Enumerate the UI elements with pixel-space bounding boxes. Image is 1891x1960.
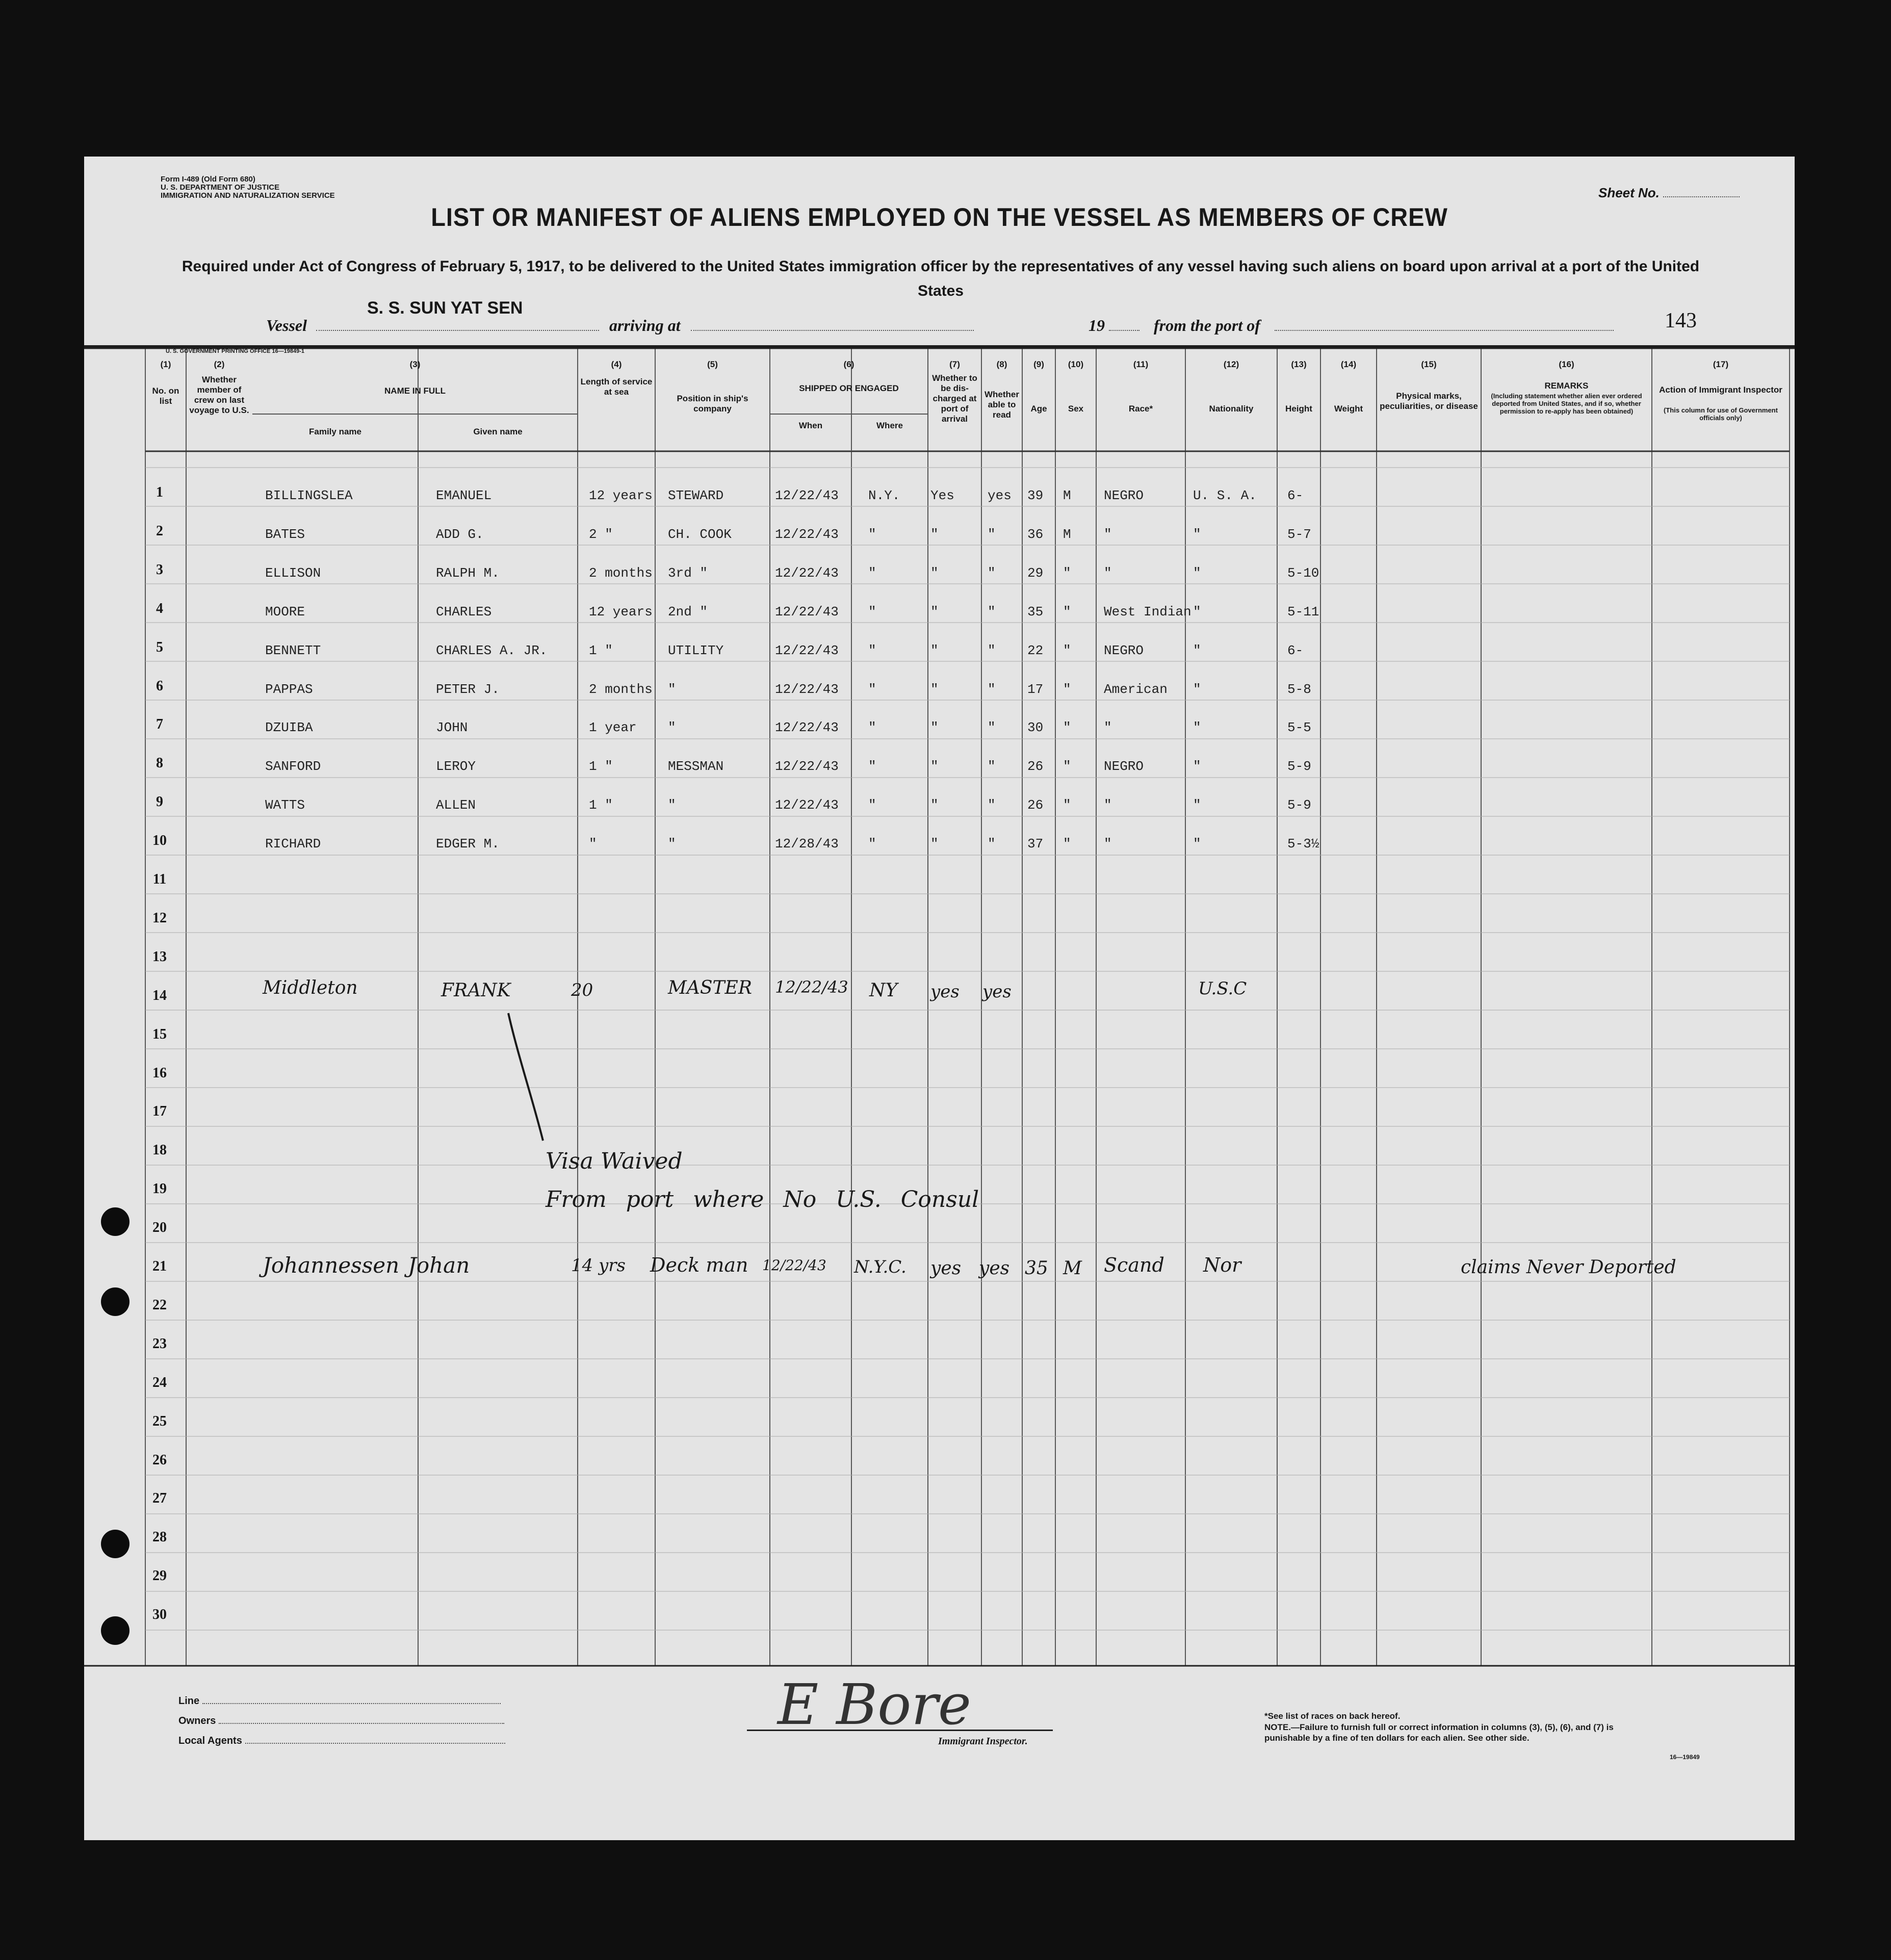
- cell-read: ": [988, 720, 996, 736]
- column-label-17: Action of Immigrant Inspector: [1659, 385, 1782, 395]
- cell-height: 5-10: [1287, 565, 1319, 581]
- hand-when-row11: 12/22/43: [775, 977, 848, 997]
- hand-sex-row18: M: [1063, 1258, 1082, 1279]
- column-number-5: (5): [707, 359, 718, 369]
- row-number: 26: [152, 1452, 167, 1468]
- inspector-signature: E Bore: [778, 1672, 972, 1737]
- column-label-2: Whether member of crew on last voyage to U.S.: [189, 375, 249, 415]
- column-label-7: Whether to be dis-charged at port of arrival: [932, 373, 977, 424]
- row-number: 4: [156, 600, 163, 616]
- column-label-13: Height: [1285, 404, 1312, 414]
- printing-office-line: U. S. GOVERNMENT PRINTING OFFICE 16—19849-1: [166, 348, 305, 354]
- punch-hole: [101, 1207, 129, 1236]
- cell-read: ": [988, 642, 996, 658]
- hand-race-row18: Scand: [1104, 1254, 1164, 1276]
- service-name: IMMIGRATION AND NATURALIZATION SERVICE: [161, 191, 335, 200]
- fine-note: NOTE.—Failure to furnish full or correct information in columns (3), (5), (6), and (7) is punishable by a fine of ten dollars for each alien. See other side.: [1264, 1722, 1614, 1743]
- cell-discharged: ": [930, 604, 939, 620]
- row-number: 29: [152, 1568, 167, 1584]
- cell-race: NEGRO: [1104, 759, 1144, 775]
- column-number-3: (3): [409, 359, 421, 369]
- cell-race: ": [1104, 797, 1112, 813]
- cell-family: BILLINGSLEA: [265, 488, 353, 503]
- cell-discharged: ": [930, 565, 939, 581]
- row-number: 27: [152, 1490, 167, 1507]
- cell-given: ADD G.: [436, 526, 484, 542]
- cell-age: 17: [1027, 681, 1044, 697]
- cell-service: 1 ": [589, 642, 613, 658]
- owners-label: [178, 1715, 504, 1727]
- column-number-12: (12): [1223, 359, 1239, 369]
- manifest-document: [84, 157, 1795, 1840]
- row-number: 30: [152, 1607, 167, 1623]
- cell-sex: M: [1063, 526, 1071, 542]
- cell-given: PETER J.: [436, 681, 500, 697]
- column-label-6: SHIPPED OR ENGAGED: [799, 383, 899, 393]
- cell-read: ": [988, 681, 996, 697]
- cell-where: ": [868, 759, 876, 775]
- column-label-8: Whether able to read: [985, 390, 1019, 420]
- cell-race: West Indian: [1104, 604, 1191, 620]
- hand-nationality-row11: U.S.C: [1198, 978, 1247, 999]
- row-number: 20: [152, 1220, 167, 1236]
- column-number-8: (8): [996, 359, 1007, 369]
- row-number: 12: [152, 910, 167, 926]
- cell-race: ": [1104, 526, 1112, 542]
- row-number: 28: [152, 1529, 167, 1545]
- cell-age: 30: [1027, 720, 1044, 736]
- sheet-no-text: Sheet No.: [1598, 185, 1660, 200]
- cell-age: 39: [1027, 488, 1044, 503]
- subheader-where: Where: [876, 421, 903, 430]
- cell-service: 12 years: [589, 488, 653, 503]
- cell-service: ": [589, 836, 597, 852]
- owners-label-text: Owners: [178, 1715, 216, 1726]
- cell-position: UTILITY: [668, 642, 724, 658]
- cell-when: 12/22/43: [775, 488, 839, 503]
- row-number: 13: [152, 948, 167, 965]
- cell-when: 12/22/43: [775, 526, 839, 542]
- row-number: 14: [152, 987, 167, 1003]
- cell-family: SANFORD: [265, 759, 321, 775]
- hand-service-row18: 14 yrs: [571, 1255, 626, 1276]
- cell-nationality: ": [1193, 604, 1201, 620]
- cell-family: WATTS: [265, 797, 305, 813]
- cell-position: MESSMAN: [668, 759, 724, 775]
- hand-read-row11: yes: [982, 982, 1012, 1002]
- hand-nationality-row18: Nor: [1203, 1254, 1241, 1276]
- cell-where: ": [868, 565, 876, 581]
- cell-given: EDGER M.: [436, 836, 500, 852]
- cell-nationality: ": [1193, 526, 1201, 542]
- line-label: [178, 1695, 501, 1707]
- column-number-1: (1): [160, 359, 171, 369]
- hand-where-row18: N.Y.C.: [854, 1257, 906, 1277]
- column-label-10: Sex: [1068, 404, 1084, 414]
- row-number: 17: [152, 1103, 167, 1120]
- local-agents-label: [178, 1735, 505, 1747]
- from-port-label: from the port of: [1154, 316, 1260, 334]
- cell-discharged: ": [930, 759, 939, 775]
- cell-race: ": [1104, 565, 1112, 581]
- hand-when-row18: 12/22/43: [762, 1257, 826, 1274]
- column-label-3: NAME IN FULL: [384, 386, 446, 396]
- cell-position: ": [668, 836, 676, 852]
- column-label-14: Weight: [1334, 404, 1363, 414]
- cell-given: RALPH M.: [436, 565, 500, 581]
- column-number-4: (4): [611, 359, 622, 369]
- cell-height: 5-7: [1287, 526, 1311, 542]
- row-number: 21: [152, 1258, 167, 1274]
- cell-race: ": [1104, 836, 1112, 852]
- cell-given: CHARLES A. JR.: [436, 642, 548, 658]
- subheader-action-note: (This column for use of Government officials only): [1664, 406, 1778, 422]
- hand-read-row18: yes: [979, 1258, 1010, 1279]
- cell-when: 12/22/43: [775, 759, 839, 775]
- cell-height: 5-9: [1287, 797, 1311, 813]
- cell-when: 12/22/43: [775, 642, 839, 658]
- cell-family: RICHARD: [265, 836, 321, 852]
- row-number: 3: [156, 561, 163, 578]
- cell-service: 1 ": [589, 759, 613, 775]
- cell-where: ": [868, 681, 876, 697]
- column-label-11: Race*: [1128, 404, 1153, 414]
- cell-where: ": [868, 720, 876, 736]
- cell-service: 2 months: [589, 565, 653, 581]
- row-number: 22: [152, 1297, 167, 1313]
- cell-read: ": [988, 526, 996, 542]
- cell-sex: ": [1063, 565, 1071, 581]
- cell-read: yes: [988, 488, 1012, 503]
- cell-given: EMANUEL: [436, 488, 492, 503]
- cell-service: 1 ": [589, 797, 613, 813]
- cell-where: ": [868, 797, 876, 813]
- cell-nationality: ": [1193, 681, 1201, 697]
- visa-note-line1: Visa Waived: [546, 1148, 683, 1174]
- hand-given-row18: Johan: [408, 1253, 470, 1278]
- subheader-when: When: [798, 421, 823, 430]
- race-footnote: *See list of races on back hereof.: [1264, 1711, 1401, 1721]
- column-number-2: (2): [214, 359, 225, 369]
- subheader-remarks-note: (Including statement whether alien ever ordered deported from United States, and if so, whether permission to re-apply has been obtained): [1491, 392, 1642, 415]
- cell-height: 5-5: [1287, 720, 1311, 736]
- cell-nationality: ": [1193, 836, 1201, 852]
- cell-position: ": [668, 720, 676, 736]
- immigrant-inspector-label: Immigrant Inspector.: [938, 1736, 1028, 1747]
- cell-position: ": [668, 681, 676, 697]
- cell-position: STEWARD: [668, 488, 724, 503]
- cell-position: CH. COOK: [668, 526, 732, 542]
- column-label-12: Nationality: [1209, 404, 1254, 414]
- row-number: 15: [152, 1026, 167, 1042]
- cell-race: ": [1104, 720, 1112, 736]
- row-number: 1: [156, 484, 163, 500]
- cell-when: 12/22/43: [775, 681, 839, 697]
- cell-height: 6-: [1287, 488, 1304, 503]
- cell-height: 5-3½: [1287, 836, 1319, 852]
- cell-age: 37: [1027, 836, 1044, 852]
- subheader-given-name: Given name: [473, 427, 523, 436]
- cell-family: ELLISON: [265, 565, 321, 581]
- cell-read: ": [988, 604, 996, 620]
- row-number: 11: [152, 871, 167, 887]
- cell-age: 26: [1027, 759, 1044, 775]
- cell-discharged: ": [930, 720, 939, 736]
- column-label-1: No. on list: [152, 386, 179, 406]
- row-number: 6: [156, 678, 163, 694]
- row-number: 2: [156, 523, 163, 539]
- cell-sex: ": [1063, 604, 1071, 620]
- hand-family-row18: Johannessen: [263, 1253, 400, 1278]
- column-label-5: Position in ship's company: [677, 394, 748, 414]
- hand-discharged-row11: yes: [930, 982, 960, 1002]
- row-number: 9: [156, 794, 163, 810]
- hand-service-row11: 20: [571, 980, 593, 1000]
- cell-when: 12/22/43: [775, 720, 839, 736]
- handwritten-pointer-line: [84, 157, 1795, 1840]
- row-number: 16: [152, 1065, 167, 1081]
- cell-position: 3rd ": [668, 565, 708, 581]
- form-number: Form I-489 (Old Form 680): [161, 175, 255, 184]
- cell-read: ": [988, 836, 996, 852]
- row-number: 19: [152, 1181, 167, 1197]
- column-label-15: Physical marks, peculiarities, or disease: [1380, 391, 1478, 411]
- hand-age-row18: 35: [1025, 1258, 1048, 1279]
- local-agents-label-text: Local Agents: [178, 1735, 242, 1746]
- cell-age: 36: [1027, 526, 1044, 542]
- cell-age: 29: [1027, 565, 1044, 581]
- cell-given: CHARLES: [436, 604, 492, 620]
- column-number-9: (9): [1033, 359, 1044, 369]
- cell-height: 5-8: [1287, 681, 1311, 697]
- hand-family-row11: Middleton: [263, 977, 358, 998]
- punch-hole: [101, 1616, 129, 1645]
- cell-discharged: ": [930, 797, 939, 813]
- visa-note-line2: From port where No U.S. Consul: [546, 1187, 979, 1213]
- hand-position-row18: Deck man: [650, 1254, 748, 1276]
- cell-nationality: ": [1193, 642, 1201, 658]
- cell-family: MOORE: [265, 604, 305, 620]
- cell-where: ": [868, 604, 876, 620]
- cell-age: 26: [1027, 797, 1044, 813]
- cell-family: BATES: [265, 526, 305, 542]
- column-number-10: (10): [1068, 359, 1084, 369]
- cell-age: 35: [1027, 604, 1044, 620]
- cell-when: 12/22/43: [775, 565, 839, 581]
- cell-position: ": [668, 797, 676, 813]
- cell-service: 2 ": [589, 526, 613, 542]
- form-code: 16—19849: [1670, 1753, 1700, 1761]
- column-number-13: (13): [1291, 359, 1307, 369]
- cell-when: 12/22/43: [775, 797, 839, 813]
- row-number: 25: [152, 1413, 167, 1429]
- sheet-number: 143: [1665, 309, 1697, 332]
- cell-sex: ": [1063, 720, 1071, 736]
- hand-position-row11: MASTER: [668, 977, 752, 998]
- row-number: 7: [156, 716, 163, 733]
- column-number-7: (7): [949, 359, 960, 369]
- row-number: 8: [156, 755, 163, 771]
- cell-read: ": [988, 797, 996, 813]
- hand-discharged-row18: yes: [930, 1258, 962, 1279]
- row-number: 24: [152, 1374, 167, 1390]
- vessel-label: Vessel: [266, 316, 307, 334]
- cell-where: ": [868, 836, 876, 852]
- cell-race: American: [1104, 681, 1168, 697]
- cell-read: ": [988, 565, 996, 581]
- column-label-4: Length of service at sea: [580, 377, 653, 397]
- cell-read: ": [988, 759, 996, 775]
- column-number-16: (16): [1559, 359, 1574, 369]
- cell-sex: M: [1063, 488, 1071, 503]
- cell-when: 12/22/43: [775, 604, 839, 620]
- cell-discharged: ": [930, 642, 939, 658]
- cell-service: 2 months: [589, 681, 653, 697]
- cell-given: JOHN: [436, 720, 468, 736]
- hand-where-row11: NY: [869, 980, 898, 1001]
- cell-race: NEGRO: [1104, 488, 1144, 503]
- hand-given-row11: FRANK: [441, 980, 511, 1001]
- cell-discharged: ": [930, 526, 939, 542]
- arriving-label: arriving at: [609, 316, 681, 334]
- page-title: LIST OR MANIFEST OF ALIENS EMPLOYED ON THE VESSEL AS MEMBERS OF CREW: [431, 203, 1448, 231]
- cell-where: N.Y.: [868, 488, 900, 503]
- punch-hole: [101, 1287, 129, 1316]
- cell-discharged: ": [930, 681, 939, 697]
- column-number-6: (6): [843, 359, 854, 369]
- cell-sex: ": [1063, 642, 1071, 658]
- department-name: U. S. DEPARTMENT OF JUSTICE: [161, 183, 280, 192]
- cell-given: ALLEN: [436, 797, 476, 813]
- cell-height: 6-: [1287, 642, 1304, 658]
- cell-age: 22: [1027, 642, 1044, 658]
- cell-when: 12/28/43: [775, 836, 839, 852]
- line-label-text: Line: [178, 1695, 200, 1707]
- cell-discharged: Yes: [930, 488, 954, 503]
- column-number-14: (14): [1340, 359, 1357, 369]
- vessel-name: S. S. SUN YAT SEN: [367, 298, 523, 318]
- cell-where: ": [868, 526, 876, 542]
- column-number-17: (17): [1713, 359, 1729, 369]
- cell-family: DZUIBA: [265, 720, 313, 736]
- cell-discharged: ": [930, 836, 939, 852]
- row-number: 5: [156, 639, 163, 655]
- cell-position: 2nd ": [668, 604, 708, 620]
- row-number: 23: [152, 1335, 167, 1352]
- row-number: 18: [152, 1142, 167, 1158]
- cell-where: ": [868, 642, 876, 658]
- cell-nationality: ": [1193, 720, 1201, 736]
- column-number-11: (11): [1133, 359, 1149, 369]
- cell-race: NEGRO: [1104, 642, 1144, 658]
- signature-line: [747, 1730, 1053, 1731]
- subheader-family-name: Family name: [309, 427, 361, 436]
- punch-hole: [101, 1530, 129, 1558]
- cell-family: BENNETT: [265, 642, 321, 658]
- cell-given: LEROY: [436, 759, 476, 775]
- cell-nationality: U. S. A.: [1193, 488, 1257, 503]
- column-label-16: REMARKS: [1544, 381, 1589, 391]
- cell-service: 1 year: [589, 720, 637, 736]
- cell-sex: ": [1063, 681, 1071, 697]
- hand-remarks-row18: claims Never Deported: [1461, 1257, 1676, 1278]
- cell-sex: ": [1063, 836, 1071, 852]
- column-number-15: (15): [1421, 359, 1437, 369]
- row-number: 10: [152, 833, 167, 849]
- cell-service: 12 years: [589, 604, 653, 620]
- column-label-9: Age: [1030, 404, 1047, 414]
- cell-nationality: ": [1193, 797, 1201, 813]
- cell-nationality: ": [1193, 565, 1201, 581]
- page-subtitle: Required under Act of Congress of February 5, 1917, to be delivered to the United States immigration officer by the representatives of any vessel having such aliens on board upon arrival at a port of the United States: [182, 258, 1700, 299]
- cell-sex: ": [1063, 759, 1071, 775]
- cell-height: 5-9: [1287, 759, 1311, 775]
- cell-height: 5-11: [1287, 604, 1319, 620]
- year-prefix: 19: [1089, 316, 1105, 334]
- cell-family: PAPPAS: [265, 681, 313, 697]
- cell-sex: ": [1063, 797, 1071, 813]
- cell-nationality: ": [1193, 759, 1201, 775]
